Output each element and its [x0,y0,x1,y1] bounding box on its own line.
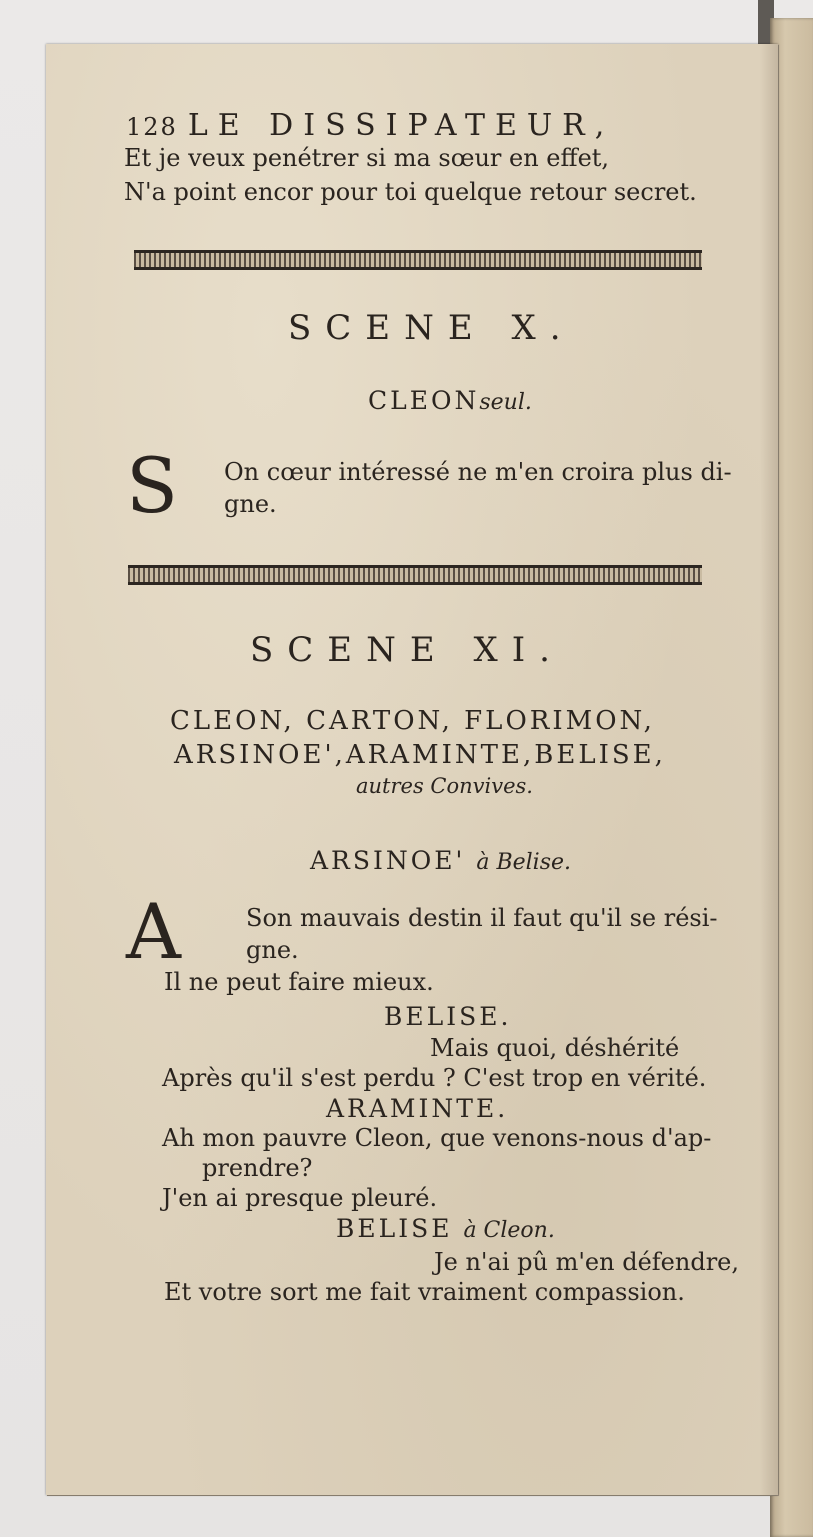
verse-line: Et votre sort me fait vraiment compassion. [164,1278,685,1306]
verse-line: Je n'ai pû m'en défendre, [434,1248,739,1276]
verse-line: N'a point encor pour toi quelque retour secret. [124,178,697,206]
verse-line: Son mauvais destin il faut qu'il se rési- [246,904,718,932]
running-header [126,108,614,143]
verse-line: gne. [246,936,299,964]
speaker-heading [368,386,532,415]
page-gutter-shadow [760,44,778,1495]
scene-heading: SCENE XI. [250,630,564,670]
dramatis-note: autres Convives. [356,774,533,798]
speaker-name: BELISE. [384,1002,512,1031]
speaker-name: ARSINOE' [310,846,466,875]
dramatis-personae: CLEON, CARTON, FLORIMON, [170,706,655,736]
ornamental-rule [134,250,702,270]
verse-line: gne. [224,490,277,518]
running-title: LE DISSIPATEUR, [187,108,615,143]
verse-line: Il ne peut faire mieux. [164,968,434,996]
speaker-heading [310,846,571,875]
verse-line: J'en ai presque pleuré. [162,1184,438,1212]
verse-line: Et je veux penétrer si ma sœur en effet, [124,144,610,172]
stage-direction: à Cleon. [463,1218,555,1243]
speaker-name: BELISE [336,1214,453,1243]
dramatis-personae: ARSINOE',ARAMINTE,BELISE, [174,740,666,770]
verse-line: prendre? [202,1154,313,1182]
drop-cap: A [126,887,181,976]
verse-line: Ah mon pauvre Cleon, que venons-nous d'ap- [162,1124,712,1152]
verse-line: Mais quoi, déshérité [430,1034,680,1062]
verse-line: On cœur intéressé ne m'en croira plus di- [224,458,732,486]
scene-heading: SCENE X. [288,308,575,348]
speaker-heading [336,1214,555,1243]
ornamental-rule [128,565,702,585]
drop-cap: S [126,441,179,530]
verse-line: Après qu'il s'est perdu ? C'est trop en vérité. [162,1064,707,1092]
stage-direction: seul. [479,390,532,415]
speaker-name: CLEON [368,386,480,415]
speaker-name: ARAMINTE. [326,1094,509,1123]
page-number: 128 [126,113,178,141]
stage-direction: à Belise. [476,850,571,875]
